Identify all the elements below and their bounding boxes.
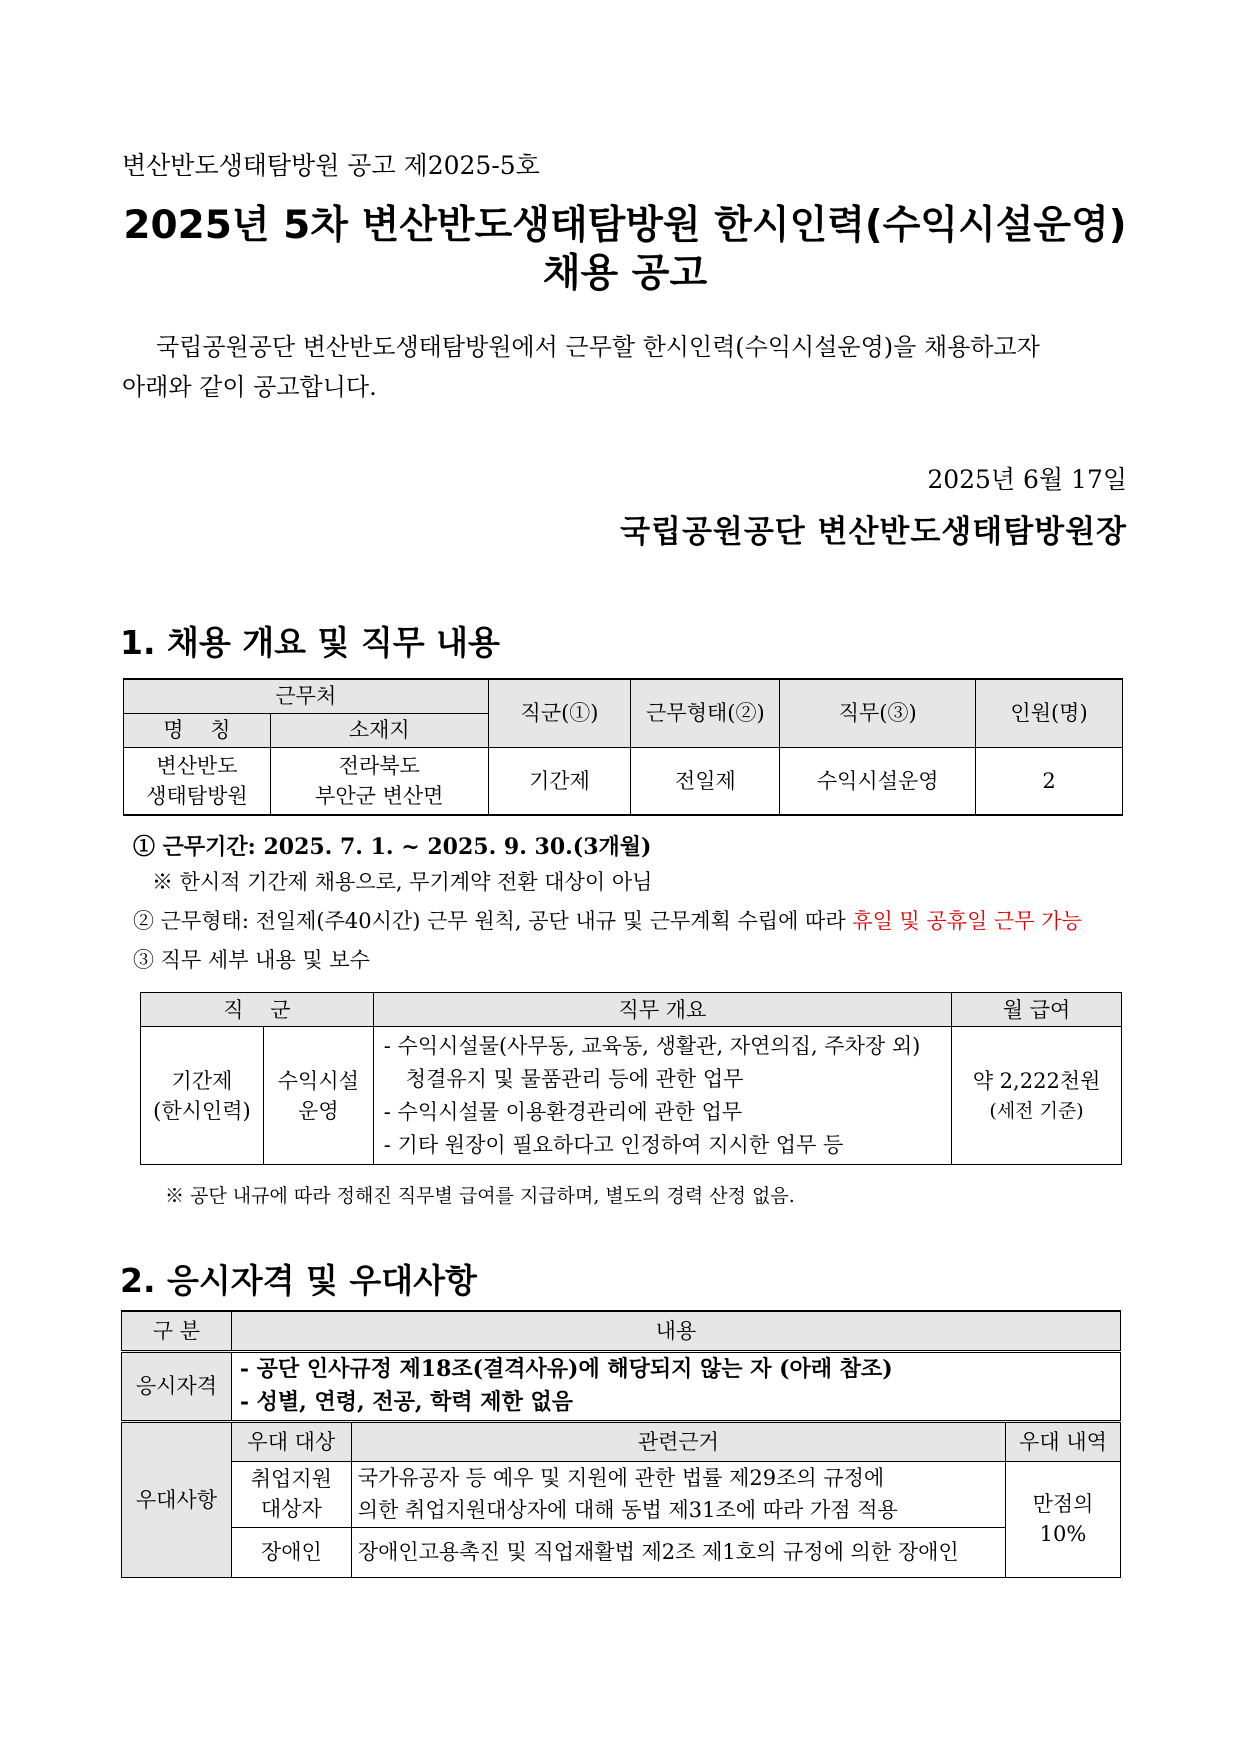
header-job-group-2: 직 군 [141, 993, 374, 1027]
cell-duty-summary [373, 1027, 951, 1165]
header-basis: 관련근거 [351, 1421, 1005, 1461]
recruitment-overview-table [123, 678, 1123, 816]
basis-disabled: 장애인고용촉진 및 직업재활법 제2조 제1호의 규정에 의한 장애인 [351, 1527, 1005, 1577]
header-duty: 직무(③) [780, 679, 976, 747]
summary-item-1: - 수익시설물(사무동, 교육동, 생활관, 자연의집, 주차장 외) [383, 1033, 921, 1058]
duty-detail-table [140, 992, 1122, 1165]
header-division: 구 분 [122, 1311, 232, 1351]
qualification-content [231, 1351, 1120, 1421]
header-duty-summary: 직무 개요 [373, 993, 951, 1027]
header-content: 내용 [231, 1311, 1120, 1351]
work-period-note: ① 근무기간: 2025. 7. 1. ~ 2025. 9. 30.(3개월) [133, 834, 652, 860]
qualification-label: 응시자격 [122, 1351, 232, 1421]
title-line-1: 2025년 5차 변산반도생태탐방원 한시인력(수익시설운영) [123, 203, 1127, 248]
duty-detail-note: ③ 직무 세부 내용 및 보수 [133, 948, 370, 972]
target-disabled: 장애인 [231, 1527, 351, 1577]
work-type-note: ② 근무형태: 전일제(주40시간) 근무 원칙, 공단 내규 및 근무계획 수립에 따라 휴일 및 공휴일 근무 가능 [133, 909, 1082, 933]
section-1-title: 1. 채용 개요 및 직무 내용 [120, 623, 500, 662]
header-workplace: 근무처 [124, 679, 489, 713]
section-2-title: 2. 응시자격 및 우대사항 [120, 1261, 477, 1300]
target-employment-support: 취업지원 대상자 [231, 1461, 351, 1527]
qualification-item-1: - 공단 인사규정 제18조(결격사유)에 해당되지 않는 자 (아래 참조) [239, 1356, 893, 1382]
header-headcount: 인원(명) [976, 679, 1123, 747]
intro-line-1: 국립공원공단 변산반도생태탐방원에서 근무할 한시인력(수익시설운영)을 채용하고자 [156, 333, 1040, 361]
summary-item-1-cont: 청결유지 및 물품관리 등에 관한 업무 [405, 1066, 744, 1091]
cell-duty-2: 수익시설 운영 [263, 1027, 373, 1165]
issuer-name: 국립공원공단 변산반도생태탐방원장 [620, 514, 1127, 550]
title-line-2: 채용 공고 [542, 251, 708, 296]
cell-job-group-2: 기간제 (한시인력) [141, 1027, 264, 1165]
header-work-type: 근무형태(②) [631, 679, 780, 747]
summary-item-2: - 수익시설물 이용환경관리에 관한 업무 [383, 1099, 743, 1124]
header-monthly-pay: 월 급여 [952, 993, 1122, 1027]
intro-line-2: 아래와 같이 공고합니다. [122, 373, 377, 401]
holiday-work-highlight: 휴일 및 공휴일 근무 가능 [852, 909, 1082, 933]
cell-monthly-pay: 약 2,222천원 (세전 기준) [952, 1027, 1122, 1165]
preference-detail: 만점의 10% [1006, 1461, 1121, 1577]
basis-employment-support: 국가유공자 등 예우 및 지원에 관한 법률 제29조의 규정에 의한 취업지원대상자에 대해 동법 제31조에 따라 가점 적용 [351, 1461, 1005, 1527]
header-location: 소재지 [270, 713, 488, 747]
cell-job-group: 기간제 [488, 747, 631, 815]
header-job-group: 직군(①) [488, 679, 631, 747]
header-name: 명 칭 [124, 713, 271, 747]
qualification-table [121, 1310, 1121, 1578]
summary-item-3: - 기타 원장이 필요하다고 인정하여 지시한 업무 등 [383, 1132, 844, 1157]
preference-label: 우대사항 [122, 1421, 232, 1577]
cell-location: 전라북도 부안군 변산면 [270, 747, 488, 815]
cell-headcount: 2 [976, 747, 1123, 815]
cell-name: 변산반도 생태탐방원 [124, 747, 271, 815]
cell-duty: 수익시설운영 [780, 747, 976, 815]
announcement-date: 2025년 6월 17일 [927, 465, 1127, 494]
qualification-item-2: - 성별, 연령, 전공, 학력 제한 없음 [239, 1389, 573, 1415]
doc-number: 변산반도생태탐방원 공고 제2025-5호 [122, 151, 540, 180]
header-detail: 우대 내역 [1006, 1421, 1121, 1461]
pay-note: ※ 공단 내규에 따라 정해진 직무별 급여를 지급하며, 별도의 경력 산정 없음. [165, 1185, 795, 1207]
header-target: 우대 대상 [231, 1421, 351, 1461]
work-period-subnote: ※ 한시적 기간제 채용으로, 무기계약 전환 대상이 아님 [152, 870, 653, 894]
cell-work-type: 전일제 [631, 747, 780, 815]
